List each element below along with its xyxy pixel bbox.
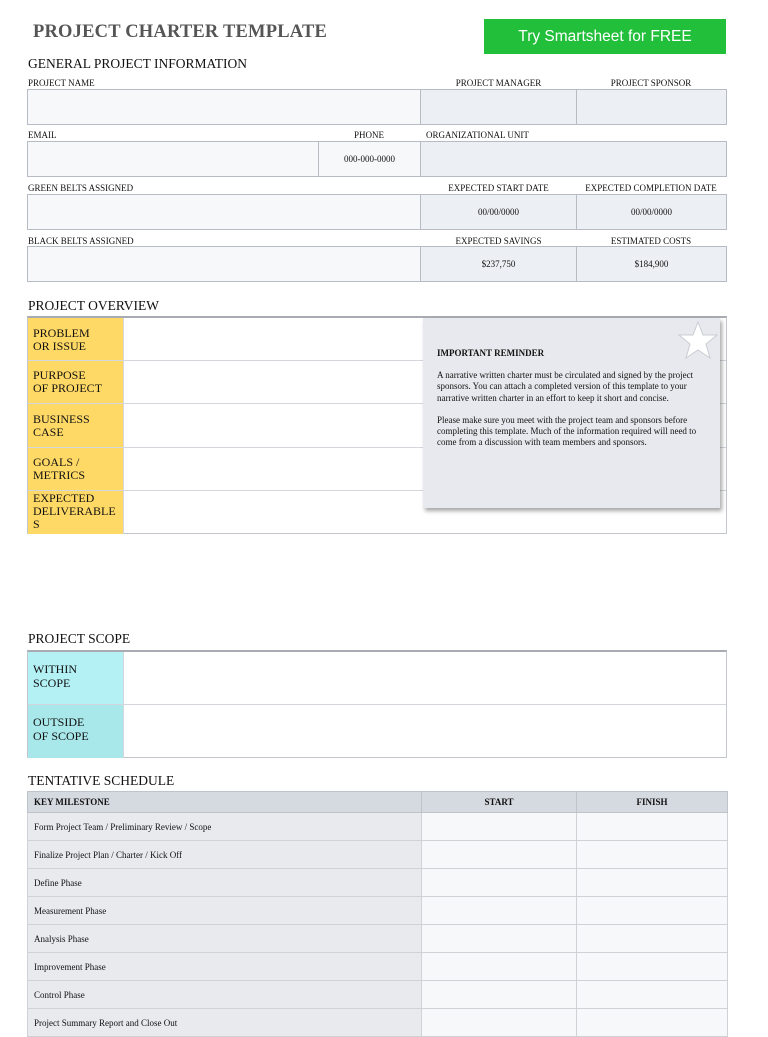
overview-label-problem: PROBLEM OR ISSUE (28, 318, 124, 360)
phone-field[interactable]: 000-000-0000 (318, 141, 421, 177)
reminder-paragraph-1: A narrative written charter must be circulated and signed by the project sponsors. You can attach a completed version of this template to your narrative written charter in an effort to keep it short and concise. (437, 370, 694, 403)
milestone-cell[interactable]: Define Phase (28, 869, 422, 897)
table-row (28, 953, 728, 981)
start-cell[interactable] (422, 981, 577, 1009)
finish-cell[interactable] (577, 1009, 728, 1037)
table-row (28, 981, 728, 1009)
org-unit-label: ORGANIZATIONAL UNIT (426, 130, 529, 140)
milestone-cell[interactable]: Control Phase (28, 981, 422, 1009)
schedule-heading: TENTATIVE SCHEDULE (28, 773, 175, 788)
overview-label-deliverables: EXPECTED DELIVERABLE S (28, 491, 124, 534)
start-cell[interactable] (422, 869, 577, 897)
completion-date-label: EXPECTED COMPLETION DATE (585, 183, 717, 193)
start-cell[interactable] (422, 841, 577, 869)
milestone-column-header: KEY MILESTONE (28, 792, 422, 813)
overview-label-business-case: BUSINESS CASE (28, 404, 124, 447)
finish-cell[interactable] (577, 953, 728, 981)
schedule-table (27, 791, 728, 1037)
email-label: EMAIL (28, 130, 57, 140)
reminder-paragraph-2: Please make sure you meet with the project team and sponsors before completing this template. Much of the information required will need to come from a discussion with team members and sponsors. (437, 414, 697, 448)
important-reminder-note (423, 318, 720, 508)
project-manager-label: PROJECT MANAGER (455, 78, 542, 88)
project-sponsor-label: PROJECT SPONSOR (610, 78, 692, 88)
start-date-field[interactable]: 00/00/0000 (420, 194, 577, 230)
black-belts-field[interactable] (27, 246, 421, 282)
start-cell[interactable] (422, 813, 577, 841)
scope-heading: PROJECT SCOPE (28, 631, 131, 646)
finish-cell[interactable] (577, 813, 728, 841)
milestone-cell[interactable]: Measurement Phase (28, 897, 422, 925)
overview-label-goals: GOALS / METRICS (28, 448, 124, 490)
table-row (28, 813, 728, 841)
milestone-cell[interactable]: Improvement Phase (28, 953, 422, 981)
project-name-label: PROJECT NAME (28, 78, 95, 88)
milestone-cell[interactable]: Project Summary Report and Close Out (28, 1009, 422, 1037)
savings-field[interactable]: $237,750 (420, 246, 577, 282)
phone-label: PHONE (353, 130, 384, 140)
project-sponsor-field[interactable] (576, 89, 727, 125)
savings-label: EXPECTED SAVINGS (455, 236, 542, 246)
org-unit-field[interactable] (420, 141, 727, 177)
finish-cell[interactable] (577, 841, 728, 869)
start-cell[interactable] (422, 897, 577, 925)
schedule-header-row (28, 792, 728, 813)
start-date-label: EXPECTED START DATE (448, 183, 549, 193)
reminder-title: IMPORTANT REMINDER (437, 348, 545, 358)
green-belts-label: GREEN BELTS ASSIGNED (28, 183, 134, 193)
general-info-heading: GENERAL PROJECT INFORMATION (28, 56, 248, 71)
page-title: PROJECT CHARTER TEMPLATE (33, 22, 328, 42)
milestone-cell[interactable]: Finalize Project Plan / Charter / Kick Off (28, 841, 422, 869)
overview-heading: PROJECT OVERVIEW (28, 298, 160, 313)
scope-row-outside[interactable] (28, 705, 726, 758)
scope-label-outside: OUTSIDE OF SCOPE (28, 705, 124, 758)
project-name-field[interactable] (27, 89, 421, 125)
costs-field[interactable]: $184,900 (576, 246, 727, 282)
table-row (28, 869, 728, 897)
email-field[interactable] (27, 141, 319, 177)
start-cell[interactable] (422, 925, 577, 953)
overview-label-purpose: PURPOSE OF PROJECT (28, 361, 124, 403)
table-row (28, 925, 728, 953)
scope-row-within[interactable] (28, 652, 726, 705)
black-belts-label: BLACK BELTS ASSIGNED (28, 236, 134, 246)
project-manager-field[interactable] (420, 89, 577, 125)
try-smartsheet-button[interactable]: Try Smartsheet for FREE (484, 19, 726, 54)
table-row (28, 1009, 728, 1037)
green-belts-field[interactable] (27, 194, 421, 230)
finish-cell[interactable] (577, 869, 728, 897)
start-cell[interactable] (422, 953, 577, 981)
completion-date-field[interactable]: 00/00/0000 (576, 194, 727, 230)
table-row (28, 897, 728, 925)
start-cell[interactable] (422, 1009, 577, 1037)
finish-column-header: FINISH (577, 792, 728, 813)
milestone-cell[interactable]: Form Project Team / Preliminary Review / Scope (28, 813, 422, 841)
scope-label-within: WITHIN SCOPE (28, 652, 124, 704)
finish-cell[interactable] (577, 925, 728, 953)
costs-label: ESTIMATED COSTS (610, 236, 692, 246)
milestone-cell[interactable]: Analysis Phase (28, 925, 422, 953)
table-row (28, 841, 728, 869)
star-icon (678, 320, 718, 360)
finish-cell[interactable] (577, 897, 728, 925)
scope-table (27, 650, 727, 758)
start-column-header: START (422, 792, 577, 813)
finish-cell[interactable] (577, 981, 728, 1009)
